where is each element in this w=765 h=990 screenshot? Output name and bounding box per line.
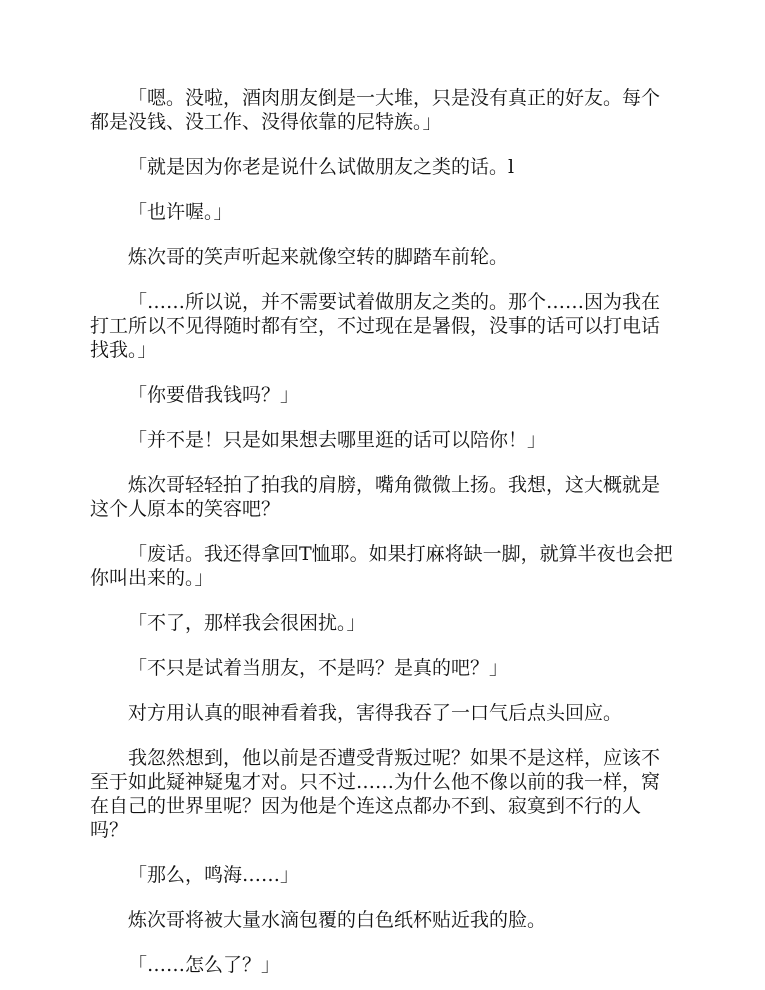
paragraph: 对方用认真的眼神看着我，害得我吞了一口气后点头回应。 — [128, 702, 623, 724]
paragraph: 「就是因为你老是说什么试做朋友之类的话。l — [128, 156, 515, 178]
paragraph: 「也许喔。」 — [128, 201, 233, 223]
paragraph: 「废话。我还得拿回T恤耶。如果打麻将缺一脚，就算半夜也会把你叫出来的。」 — [90, 543, 673, 589]
paragraph: 炼次哥将被大量水滴包覆的白色纸杯贴近我的脸。 — [128, 909, 547, 931]
paragraph: 「……所以说，并不需要试着做朋友之类的。那个……因为我在打工所以不见得随时都有空，不过现在是暑假，没事的话可以打电话找我。」 — [90, 291, 661, 361]
paragraph: 「那么，鸣海……」 — [128, 864, 300, 886]
paragraph: 「你要借我钱吗？」 — [128, 384, 300, 406]
paragraph: 「……怎么了？」 — [128, 954, 281, 976]
paragraph: 炼次哥的笑声听起来就像空转的脚踏车前轮。 — [128, 246, 509, 268]
paragraph: 我忽然想到，他以前是否遭受背叛过呢？如果不是这样，应该不至于如此疑神疑鬼才对。只不过……为什么他不像以前的我一样，窝在自己的世界里呢？因为他是个连这点都办不到、寂寞到不行的人吗？ — [90, 747, 661, 841]
paragraph: 「嗯。没啦，酒肉朋友倒是一大堆，只是没有真正的好友。每个都是没钱、没工作、没得依靠的尼特族。」 — [90, 87, 661, 133]
paragraph: 「不了，那样我会很困扰。」 — [128, 612, 366, 634]
paragraph: 「不只是试着当朋友，不是吗？是真的吧？」 — [128, 657, 509, 679]
paragraph: 「并不是！只是如果想去哪里逛的话可以陪你！」 — [128, 429, 547, 451]
paragraph: 炼次哥轻轻拍了拍我的肩膀，嘴角微微上扬。我想，这大概就是这个人原本的笑容吧？ — [90, 474, 661, 520]
